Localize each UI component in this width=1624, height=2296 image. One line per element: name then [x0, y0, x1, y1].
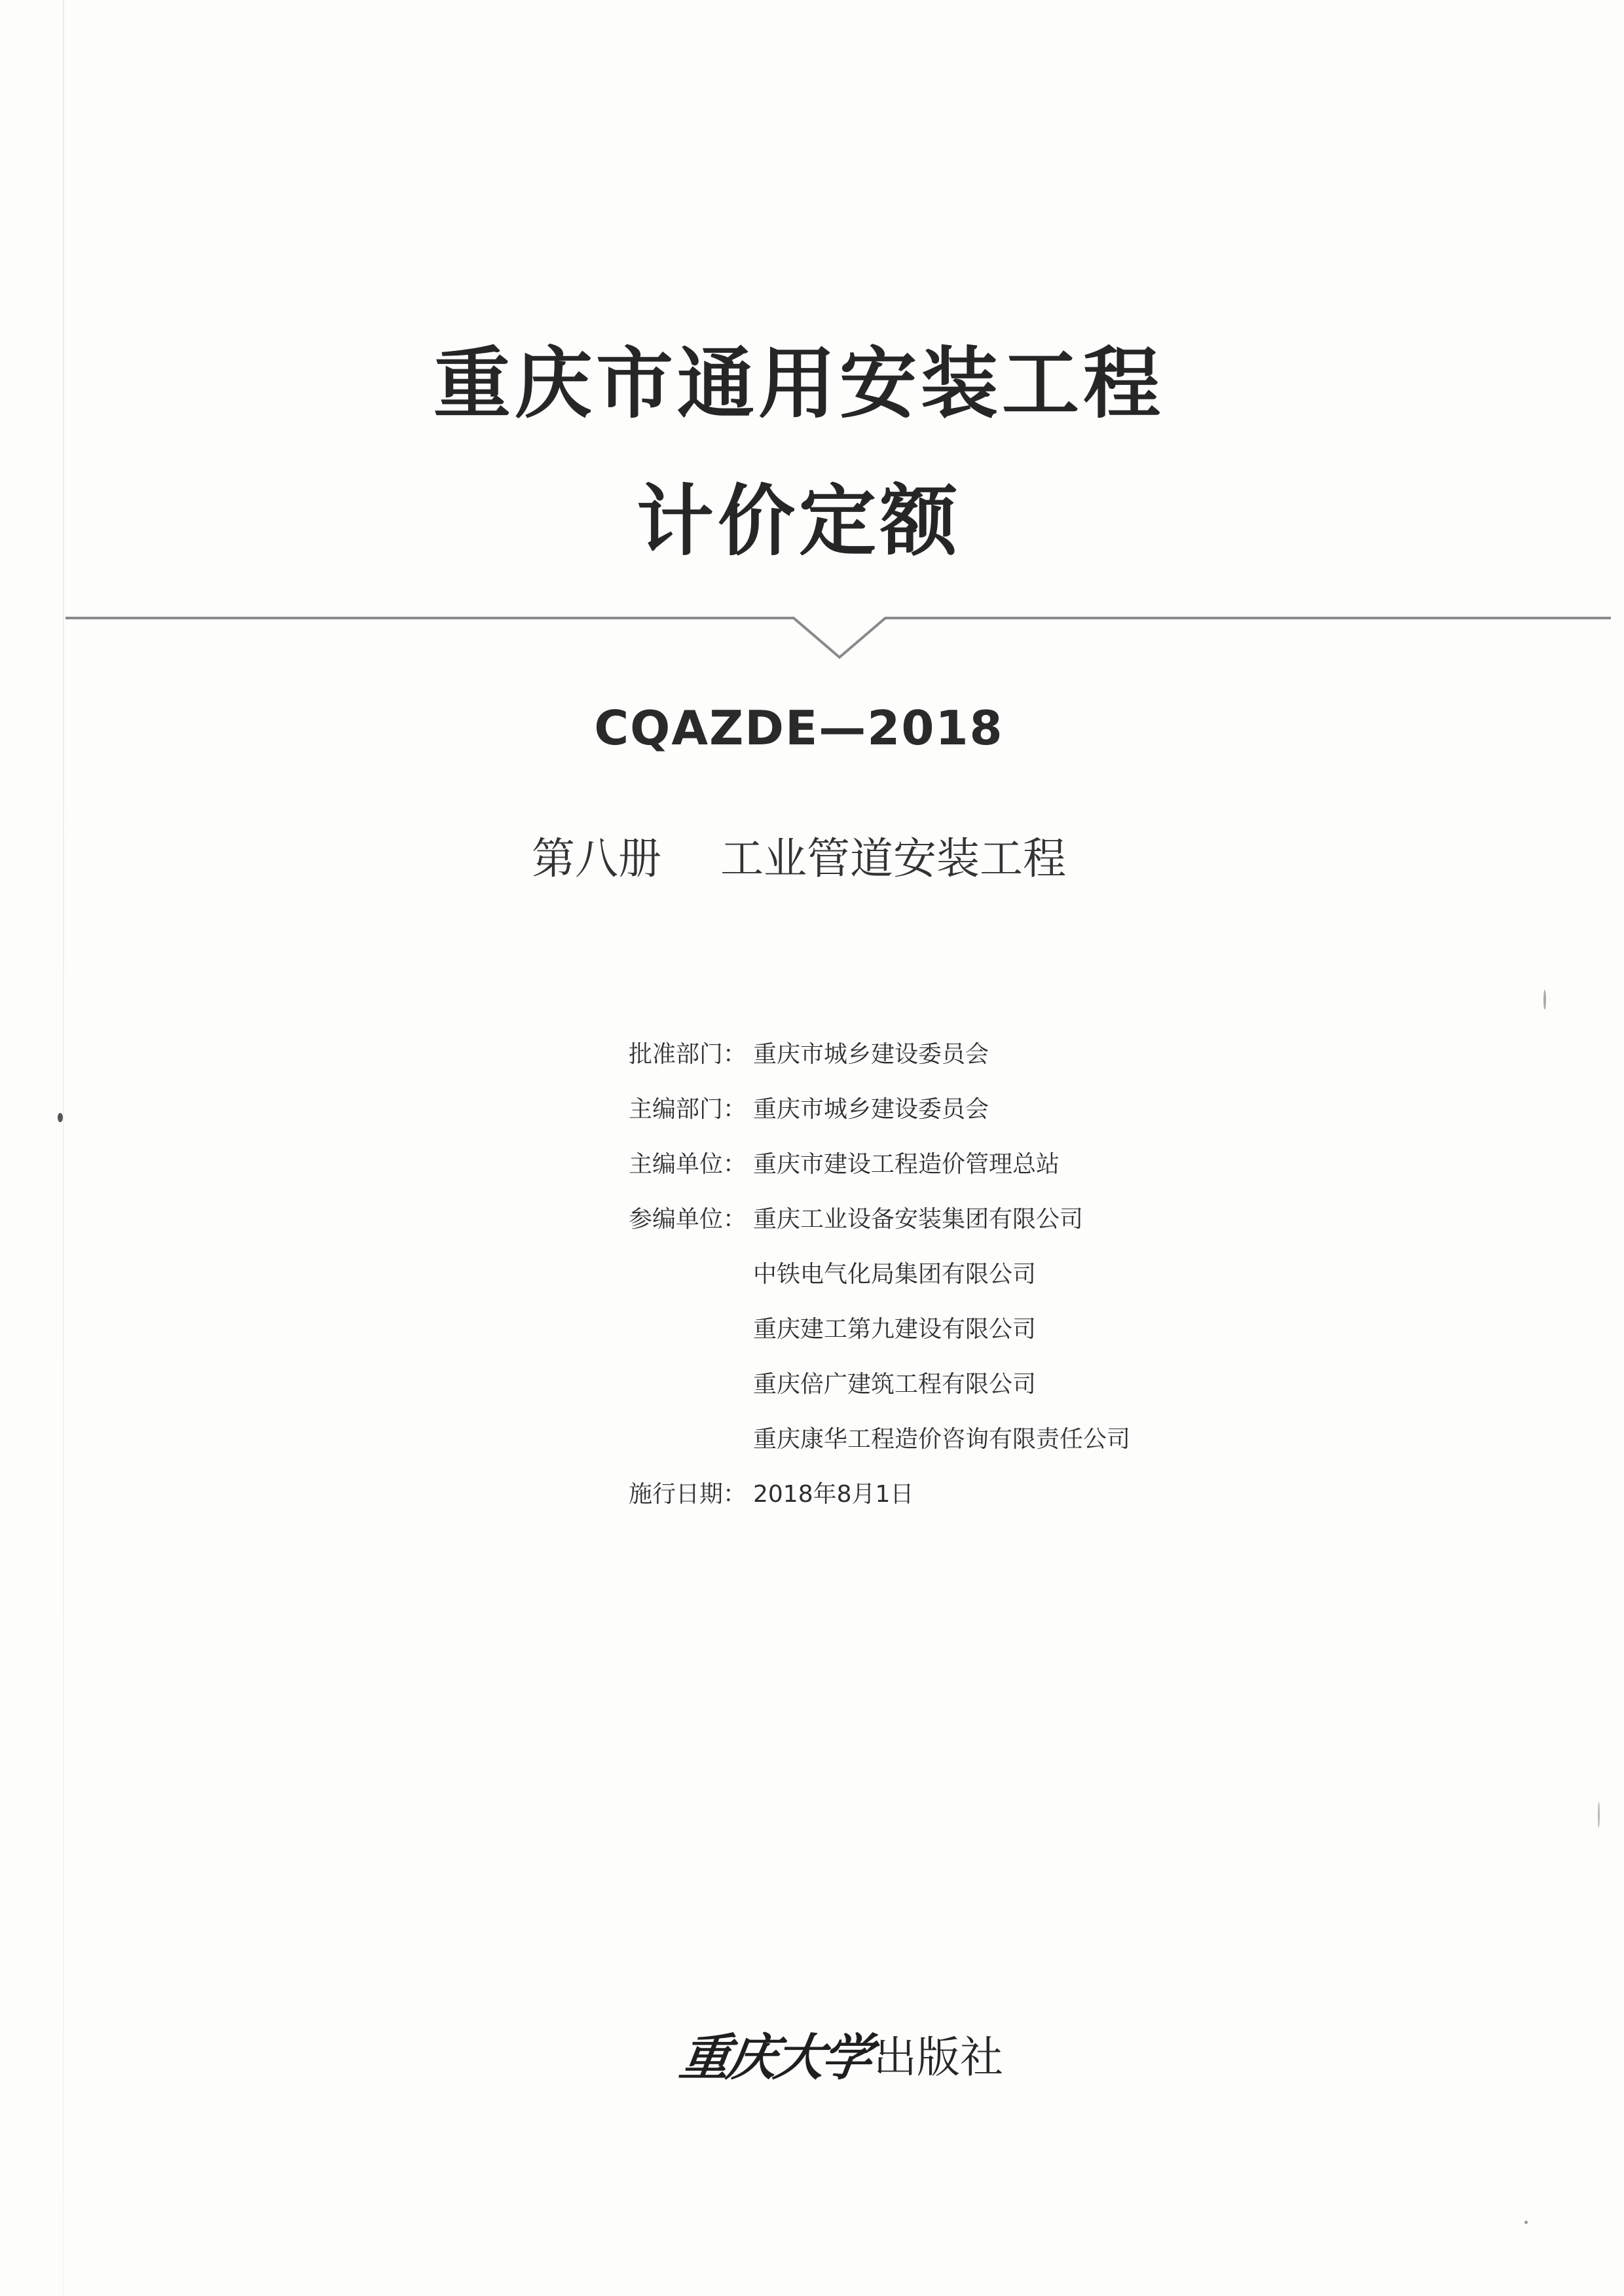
info-value: 重庆工业设备安装集团有限公司	[753, 1205, 1084, 1233]
info-block	[629, 1025, 1130, 1520]
info-row	[629, 1410, 1130, 1465]
info-label: 参编单位：	[629, 1205, 747, 1233]
title-line-2: 计价定额	[636, 475, 961, 566]
scan-speck	[58, 1113, 63, 1122]
volume-name: 工业管道安装工程	[720, 833, 1066, 884]
info-label: 施行日期：	[629, 1480, 747, 1508]
info-value: 重庆市城乡建设委员会	[753, 1095, 989, 1123]
scan-speck	[1543, 990, 1546, 1010]
info-row	[629, 1355, 1130, 1410]
divider-rule	[65, 609, 1611, 661]
info-label: 主编单位：	[629, 1150, 747, 1178]
info-value: 2018年8月1日	[753, 1480, 914, 1508]
volume-heading	[0, 824, 1611, 886]
info-row	[629, 1080, 1130, 1135]
info-value: 重庆倍广建筑工程有限公司	[753, 1370, 1037, 1398]
info-row	[629, 1465, 1130, 1520]
volume-number: 第八册	[532, 833, 661, 884]
info-row	[629, 1025, 1130, 1080]
info-row	[629, 1135, 1130, 1190]
info-value: 中铁电气化局集团有限公司	[753, 1260, 1037, 1288]
publisher-logo: 重庆大学	[676, 2028, 874, 2086]
info-value: 重庆市城乡建设委员会	[753, 1040, 989, 1068]
publisher	[676, 2018, 1003, 2089]
scan-speck	[1524, 2221, 1528, 2224]
title-line-1: 重庆市通用安装工程	[433, 338, 1164, 429]
info-row	[629, 1190, 1130, 1245]
info-row	[629, 1300, 1130, 1355]
info-row	[629, 1245, 1130, 1300]
publisher-suffix: 出版社	[874, 2032, 1003, 2083]
info-value: 重庆建工第九建设有限公司	[753, 1315, 1037, 1343]
info-label: 主编部门：	[629, 1095, 747, 1123]
scan-speck	[1598, 1802, 1600, 1828]
info-label: 批准部门：	[629, 1040, 747, 1068]
info-value: 重庆康华工程造价咨询有限责任公司	[753, 1425, 1131, 1453]
standard-code: CQAZDE—2018	[594, 701, 1004, 756]
info-value: 重庆市建设工程造价管理总站	[753, 1150, 1060, 1178]
